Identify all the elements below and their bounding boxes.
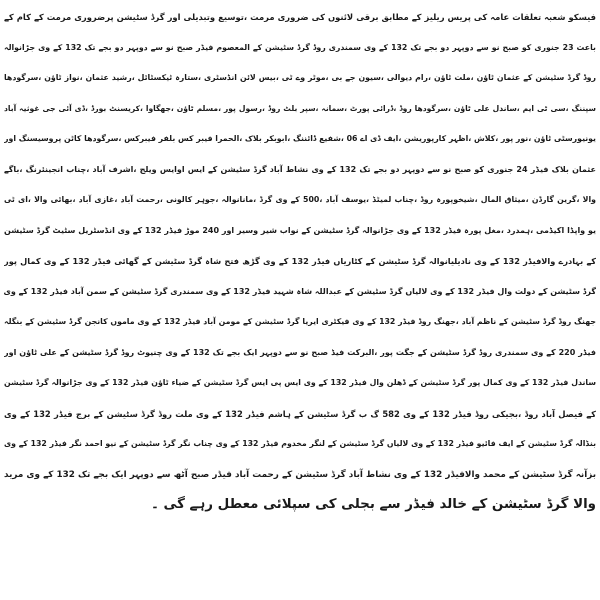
article-line: جھنگ روڈ گرڈ سٹیشن کے ناظم آباد ،جھنگ روڈ فیڈر 132 کے وی فیکٹری ایریا گرڈ سٹیشن کے مومن آباد فیڈر 132 کے وی ماموں کانجن گرڈ سٹیشن کے بنگلہ [4,317,596,326]
article-line: والا گرڈ سٹیشن کے خالد فیڈر سے بجلی کی سپلائی معطل رہے گی ۔ [151,497,596,512]
article-line: بنڈالہ گرڈ سٹیشن کے ایف فائیو فیڈر 132 کے وی لالیاں گرڈ سٹیشن کے لنگر مخدوم فیڈر 132 کے وی چناب نگر گرڈ سٹیشن کے نیو احمد نگر فیڈر 132 کے وی [4,439,596,448]
article-line: باعث 23 جنوری کو صبح نو سے دوپہر دو بجے تک 132 کے وی سمندری روڈ گرڈ سٹیشن کے المعصوم فیڈر صبح نو سے دوپہر دو بجے تک 132 کے وی جڑانوالہ [4,42,596,52]
article-line: سپننگ ،سی ٹی ایم ،ساندل علی ٹاؤن ،سرگودھا روڈ ،ڈرائی پورٹ ،سمانہ ،سپر بلٹ روڈ ،رسول پور ،مسلم ٹاؤن ،جھگاوا ،کریسنٹ بورڈ ،ڈی آئی جی غوثیہ آباد [4,103,596,113]
article-line: بزآنہ گرڈ سٹیشن کے محمد والافیڈر 132 کے وی نشاط آباد گرڈ سٹیشن کے رحمت آباد فیڈر صبح آٹھ سے دوپہر ایک بجے تک 132 کے وی مرید [4,469,596,480]
article-line: فیڈر 220 کے وی سمندری روڈ گرڈ سٹیشن کے جگت پور ،البرکت فیڈ صبح نو سے دوپہر ایک بجے تک 132 کے وی چنیوٹ روڈ گرڈ سٹیشن کے علی ٹاؤن اور [4,347,596,357]
article-line: کے فیصل آباد روڈ ،بجیکی روڈ فیڈر 132 کے وی 582 گ ب گرڈ سٹیشن کے ہاشم فیڈر 132 کے وی ملت روڈ گرڈ سٹیشن کے برج فیڈر 132 کے وی [4,408,596,419]
article-line: روڈ گرڈ سٹیشن کے عثمان ٹاؤن ،ملت ٹاؤن ،رام دیوالی ،سیون جے بی ،موٹر وے ٹی ،بیس لائن انڈسٹری ،ستارہ ٹیکسٹائل ،رشید عثمان ،نواز ٹاؤن ،سرگودھا [4,73,596,82]
article-line: والا ،گرین گارڈن ،میثاق المال ،شیخوپورہ روڈ ،چناب لمیٹڈ ،یوسف آباد ،500 کے وی گرڈ ،مانانوالہ ،جوہر کالونی ،رحمت آباد ،غازی آباد ،بھائی والا ،ای ٹی [4,195,596,204]
article-line: گرڈ سٹیشن کے دولت وال فیڈر 132 کے وی لالیاں گرڈ سٹیشن کے عبداللہ شاہ شہید فیڈر 132 کے وی سمندری گرڈ سٹیشن کے سمن آباد فیڈر 132 کے وی [4,286,596,296]
article-line: عثمان بلاک فیڈر 24 جنوری کو صبح نو سے دوپہر دو بجے تک 132 کے وی نشاط آباد گرڈ سٹیشن کے ایس اوایس ویلج ،اشرف آباد ،چناب انجینئرنگ ،باگے [4,164,596,174]
article-line: فیسکو شعبہ تعلقات عامہ کی پریس ریلیز کے مطابق برقی لائنوں کی ضروری مرمت ،توسیع وتبدیلی اور گرڈ سٹیشن پرضروری مرمت کے کام کے [4,12,596,22]
article-line: یو واپڈا اکیڈمی ،ہمدرد ،مغل پورہ فیڈر 132 کے وی جڑانوالہ گرڈ سٹیشن کے نواب شیر وسیر اور 240 موڑ فیڈر 132 کے وی انڈسٹریل سٹیٹ گرڈ سٹیشن [4,225,596,235]
article-line: یونیورسٹی ٹاؤن ،نور پور ،کلاش ،اظہر کارپوریشن ،ایف ڈی اے 06 ،شفیع ڈائننگ ،ابوبکر بلاک ،الحمرا فیبر کس بلفر فیبرکس ،سرگودھا کاٹن پروسیسنگ اور [4,134,596,143]
article-line: ساندل فیڈر 132 کے وی کمال پور گرڈ سٹیشن کے ڈھلن وال فیڈر 132 کے وی ایس پی ایس گرڈ سٹیشن کے ضیاء ٹاؤن فیڈر 132 کے وی جڑانوالہ گرڈ سٹیشن [4,378,596,387]
article-line: کے بہادرے والافیڈر 132 کے وی نادیلیانوالہ گرڈ سٹیشن کے کٹاریاں فیڈر 132 کے وی گڑھ فتح شاہ گرڈ سٹیشن کے گھائی فیڈر 132 کے وی کمال پور [4,256,596,266]
